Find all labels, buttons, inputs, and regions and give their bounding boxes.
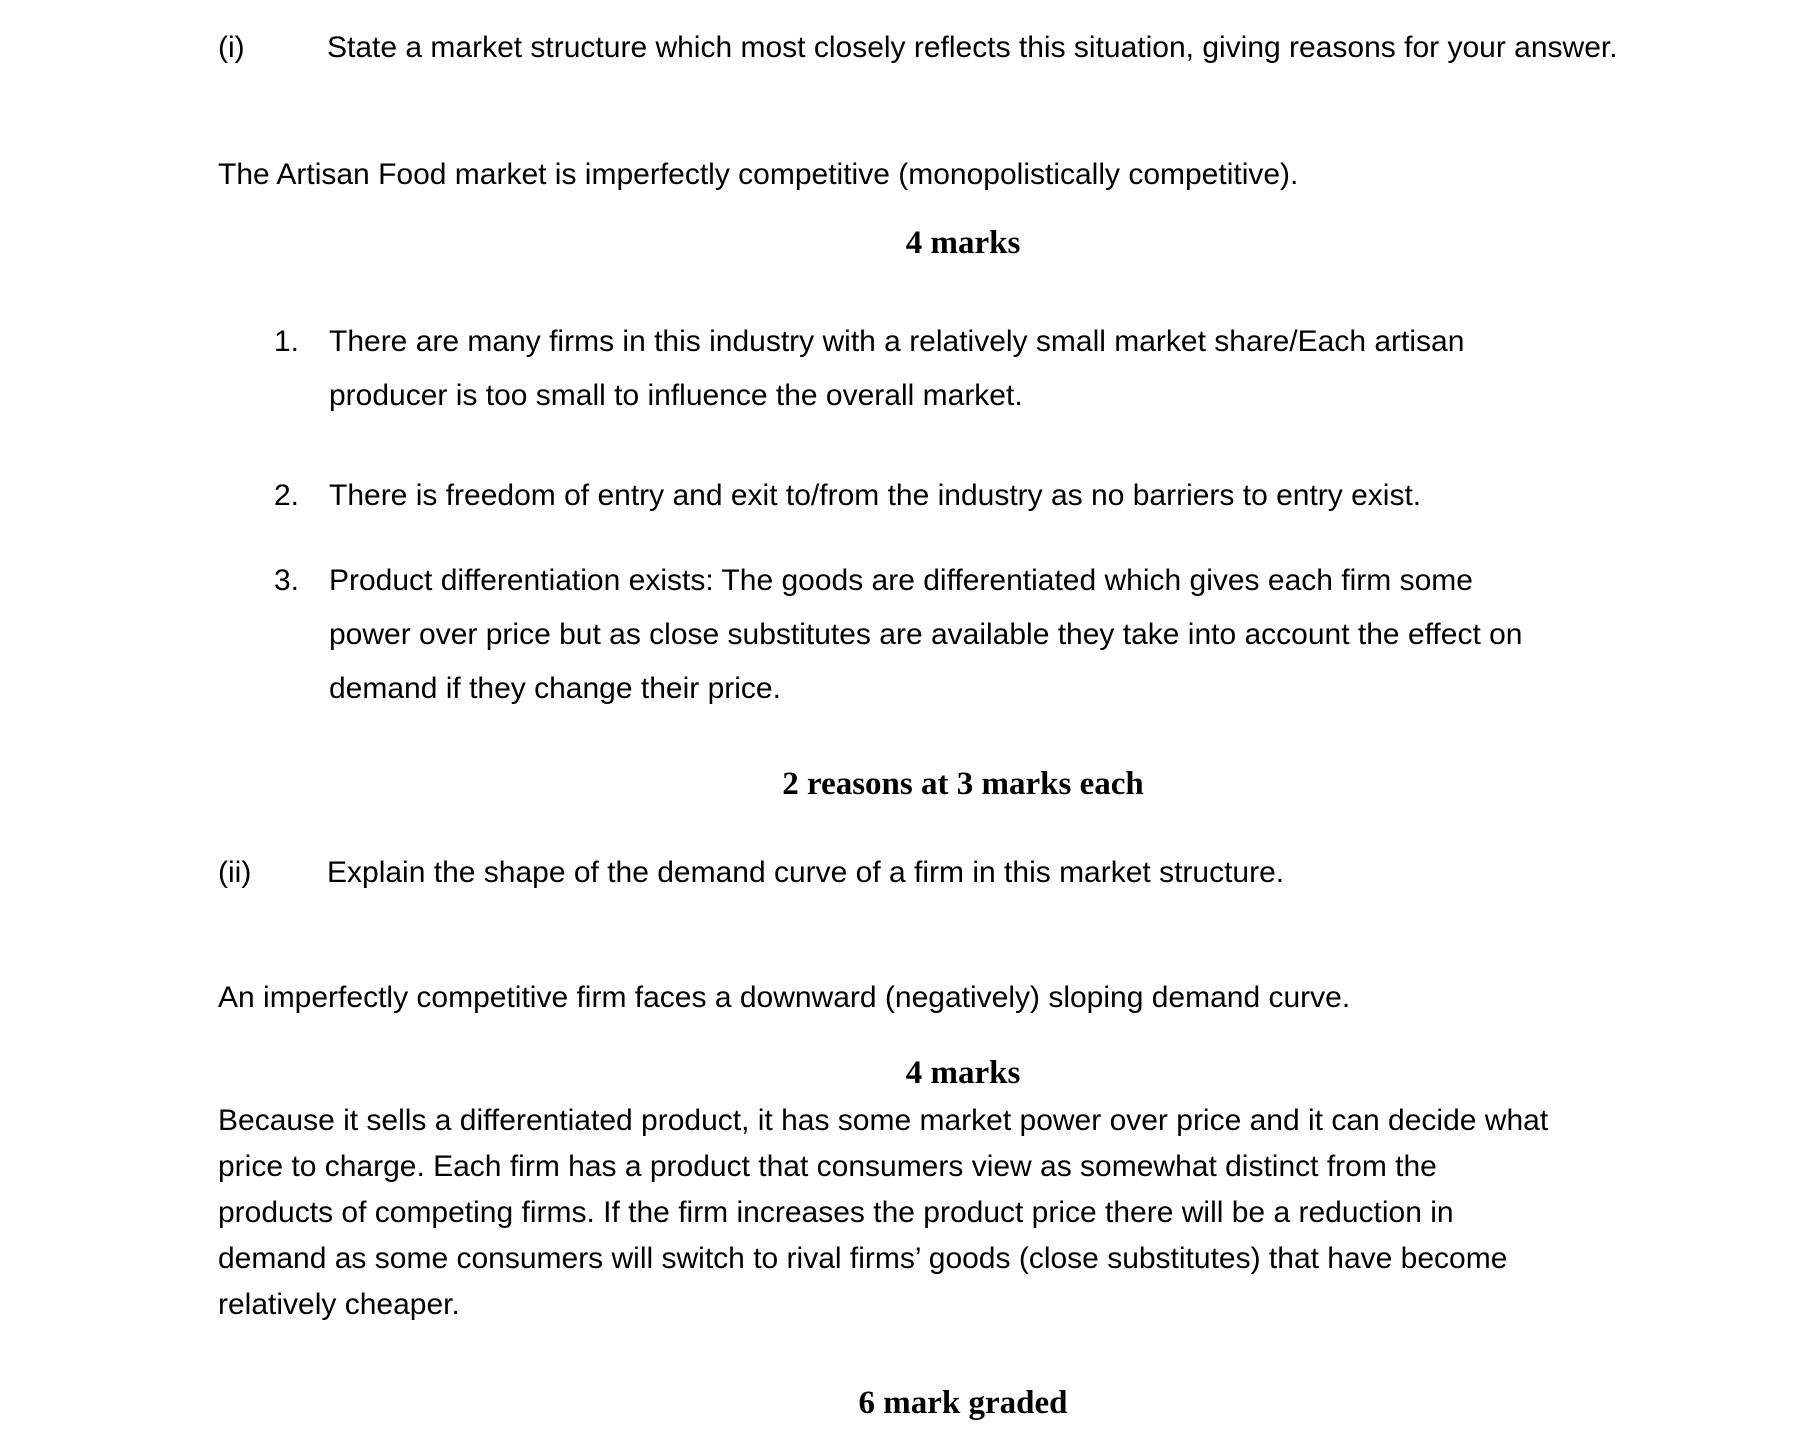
list-item-text [329, 554, 1522, 716]
question-ii-text: Explain the shape of the demand curve of a firm in this market structure. [327, 856, 1285, 889]
list-item [218, 554, 1779, 716]
list-item-number: 1. [274, 325, 300, 358]
reasons-marks-heading: 2 reasons at 3 marks each [782, 766, 1144, 802]
answer-ii-text: An imperfectly competitive firm faces a downward (negatively) sloping demand curve. [218, 981, 1351, 1014]
marks-heading-ii: 4 marks [905, 1055, 1021, 1091]
list-item-line: Product differentiation exists: The goods are differentiated which gives each firm some [329, 564, 1473, 597]
list-item-text [329, 315, 1464, 423]
explanation-line: Because it sells a differentiated product, it has some market power over price and it can decide what [218, 1104, 1549, 1137]
list-item-text [329, 469, 1421, 523]
explanation-line: price to charge. Each firm has a product that consumers view as somewhat distinct from the [218, 1150, 1437, 1183]
list-item-number: 2. [274, 479, 300, 512]
question-i-row [218, 28, 1779, 68]
explanation-paragraph [218, 1098, 1779, 1328]
question-i-text: State a market structure which most closely reflects this situation, giving reasons for your answer. [327, 31, 1618, 64]
list-item-line: power over price but as close substitutes are available they take into account the effect on [329, 618, 1523, 651]
explanation-line: demand as some consumers will switch to rival firms’ goods (close substitutes) that have become [218, 1242, 1508, 1275]
explanation-line: relatively cheaper. [218, 1288, 460, 1321]
marks-heading-i: 4 marks [905, 225, 1021, 261]
list-item-line: There is freedom of entry and exit to/from the industry as no barriers to entry exist. [329, 479, 1422, 512]
question-ii-label: (ii) [218, 856, 252, 889]
list-item-line: There are many firms in this industry with a relatively small market share/Each artisan [329, 325, 1465, 358]
question-i-label: (i) [218, 31, 245, 64]
question-ii-row [218, 853, 1779, 893]
list-item [218, 469, 1779, 523]
list-item [218, 315, 1779, 423]
graded-heading: 6 mark graded [858, 1385, 1068, 1421]
reasons-list [218, 315, 1779, 716]
list-item-number: 3. [274, 564, 300, 597]
list-item-line: producer is too small to influence the overall market. [329, 379, 1023, 412]
list-item-line: demand if they change their price. [329, 672, 781, 705]
explanation-line: products of competing firms. If the firm increases the product price there will be a reduction in [218, 1196, 1454, 1229]
answer-i-text: The Artisan Food market is imperfectly competitive (monopolistically competitive). [218, 158, 1299, 191]
